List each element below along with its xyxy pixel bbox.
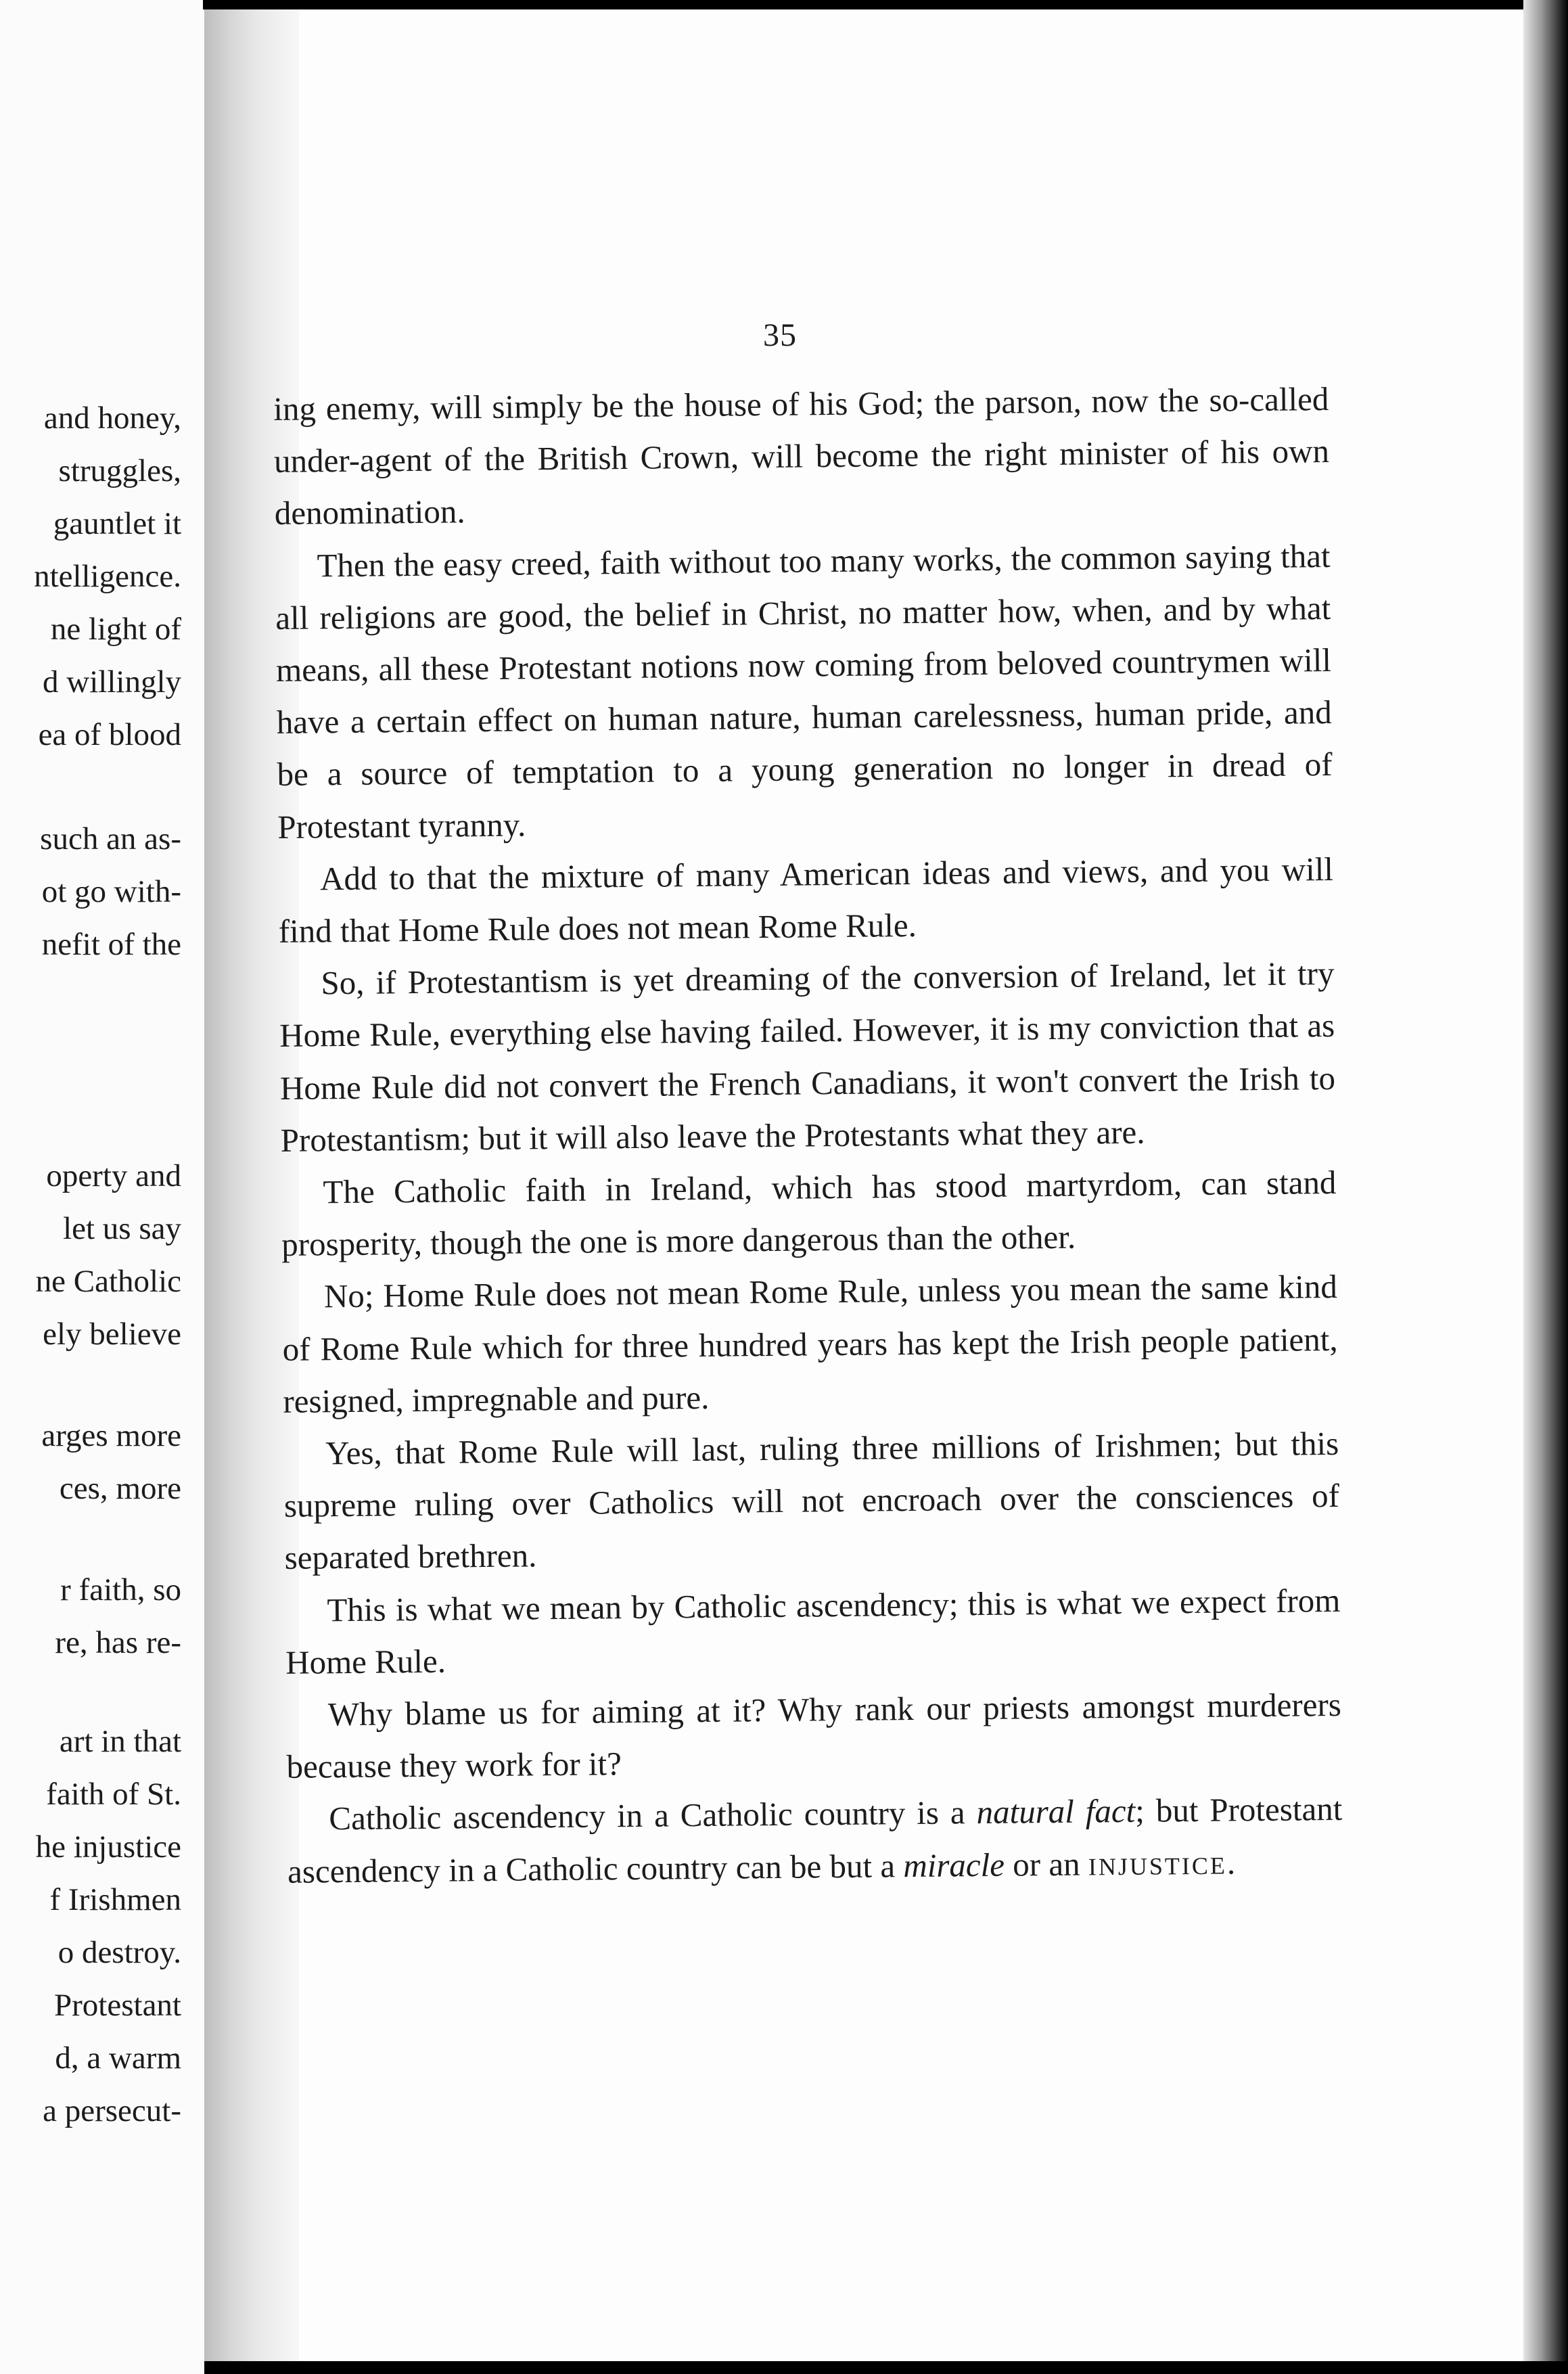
- left-line: ely believe: [43, 1317, 181, 1352]
- left-line: re, has re-: [55, 1625, 181, 1660]
- left-line: and honey,: [43, 401, 181, 436]
- scan-right-edge: [1523, 0, 1568, 2374]
- text-run: Catholic ascendency in a Catholic country is a: [329, 1794, 977, 1837]
- left-line: ces, more: [59, 1471, 181, 1506]
- italic-phrase: natural fact: [976, 1792, 1136, 1831]
- left-line: struggles,: [58, 453, 181, 488]
- left-page-fragment: [0, 0, 204, 2374]
- paragraph: Yes, that Rome Rule will last, ruling three millions of Irishmen; but this supreme ruling over Catholics will not encroach over the consciences of separated brethren.: [283, 1425, 1340, 1577]
- paragraph-final: [287, 1783, 1343, 1900]
- left-line: d willingly: [43, 664, 181, 700]
- text-run: or an: [1004, 1845, 1089, 1884]
- left-line: ea of blood: [38, 717, 181, 752]
- smallcaps-word: INJUSTICE: [1088, 1852, 1228, 1881]
- left-line: ne light of: [50, 612, 181, 647]
- left-line: arges more: [41, 1418, 181, 1453]
- scan-bottom-edge: [204, 2361, 1568, 2374]
- left-line: a persecut-: [43, 2093, 181, 2128]
- paragraph-continued: ing enemy, will simply be the house of his God; the parson, now the so-called under-agent of the British Crown, will become the right minister of his own denomination.: [273, 380, 1330, 532]
- paragraph: This is what we mean by Catholic ascendency; this is what we expect from Home Rule.: [285, 1581, 1341, 1681]
- left-line: ntelligence.: [34, 559, 181, 594]
- scan-top-edge: [203, 0, 1529, 9]
- text-run: .: [1226, 1844, 1236, 1881]
- left-line: ot go with-: [41, 874, 181, 909]
- text-run: ; but Protestant ascendency in a Catholic country can be but a: [287, 1790, 1343, 1890]
- left-line: he injustice: [35, 1829, 181, 1865]
- left-line: ne Catholic: [35, 1264, 181, 1299]
- left-line: Protestant: [54, 1988, 181, 2023]
- left-line: such an as-: [40, 821, 181, 857]
- italic-phrase: miracle: [903, 1846, 1005, 1884]
- left-line: let us say: [63, 1211, 181, 1246]
- left-line: o destroy.: [57, 1935, 181, 1970]
- paragraph: Then the easy creed, faith without too many works, the common saying that all religions are good, the belief in Christ, no matter how, when, and by what means, all these Protestant notions now coming from beloved countrymen will have a certain effect on human nature, human carelessness, human pride, and be a source of temptation to a young generation no longer in dread of Protestant tyranny.: [275, 537, 1333, 846]
- paragraph: Add to that the mixture of many American ideas and views, and you will find that Home Rule does not mean Rome Rule.: [278, 850, 1334, 950]
- paragraph: Why blame us for aiming at it? Why rank our priests amongst murderers because they work for it?: [286, 1686, 1342, 1786]
- paragraph: The Catholic faith in Ireland, which has stood martyrdom, can stand prosperity, though the one is more dangerous than the other.: [281, 1164, 1337, 1264]
- body-text: [273, 373, 1343, 1901]
- paragraph: No; Home Rule does not mean Rome Rule, unless you mean the same kind of Rome Rule which for three hundred years has kept the Irish people patient, resigned, impregnable and pure.: [282, 1268, 1338, 1420]
- page-number: 35: [763, 317, 797, 353]
- left-line: nefit of the: [41, 927, 181, 962]
- left-line: f Irishmen: [49, 1882, 181, 1917]
- left-line: r faith, so: [60, 1572, 181, 1607]
- left-line: operty and: [46, 1158, 181, 1193]
- left-line: gauntlet it: [53, 506, 181, 541]
- left-line: d, a warm: [55, 2040, 181, 2076]
- left-line: art in that: [59, 1724, 181, 1759]
- paragraph: So, if Protestantism is yet dreaming of the conversion of Ireland, let it try Home Rule, everything else having failed. However, it is my conviction that as Home Rule did not convert the French Canadians, it won't convert the Irish to Protestantism; but it will also leave the Protestants what they are.: [279, 955, 1336, 1159]
- left-line: faith of St.: [46, 1777, 181, 1812]
